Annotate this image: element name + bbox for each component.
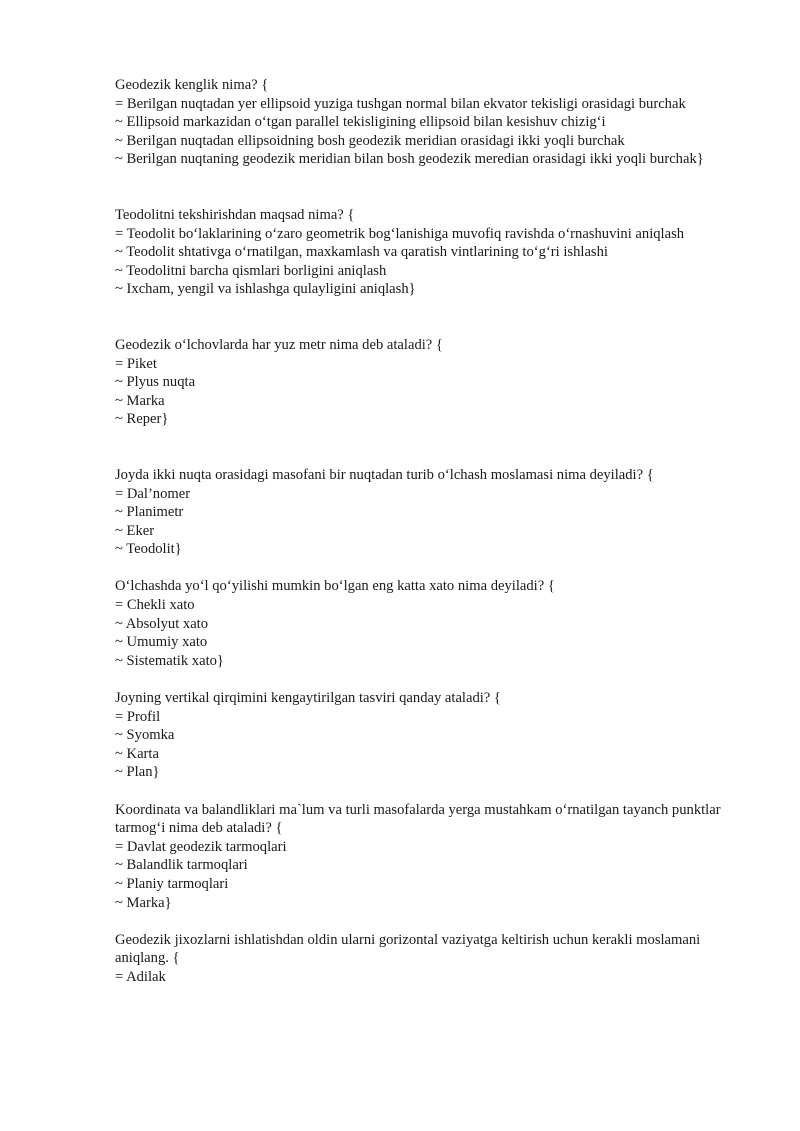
- question-block: [115, 577, 735, 670]
- spacer: [115, 429, 735, 466]
- question-block: [115, 336, 735, 429]
- question-block: [115, 689, 735, 782]
- spacer: [115, 912, 735, 931]
- answer-option: ~ Plyus nuqta: [115, 374, 196, 391]
- answer-option: ~ Karta: [115, 745, 159, 762]
- answer-option: ~ Reper}: [115, 411, 169, 428]
- answer-option: = Teodolit bo‘laklarining o‘zaro geometrik bog‘lanishiga muvofiq ravishda o‘rnashuvini aniqlash: [115, 225, 685, 242]
- answer-option: ~ Planiy tarmoqlari: [115, 875, 229, 892]
- question-prompt: Joyning vertikal qirqimini kengaytirilgan tasviri qanday ataladi? {: [115, 690, 501, 707]
- answer-option: ~ Eker: [115, 522, 155, 539]
- answer-option: = Adilak: [115, 968, 166, 985]
- question-prompt: Teodolitni tekshirishdan maqsad nima? {: [115, 206, 355, 223]
- answer-option: ~ Syomka: [115, 727, 175, 744]
- answer-option: = Piket: [115, 355, 157, 372]
- answer-option: ~ Teodolitni barcha qismlari borligini aniqlash: [115, 262, 387, 279]
- question-block: [115, 466, 735, 559]
- answer-option: ~ Ixcham, yengil va ishlashga qulayligini aniqlash}: [115, 281, 416, 298]
- spacer: [115, 169, 735, 206]
- answer-option: ~ Marka}: [115, 894, 172, 911]
- answer-option: ~ Sistematik xato}: [115, 652, 224, 669]
- answer-option: ~ Marka: [115, 392, 165, 409]
- answer-option: ~ Planimetr: [115, 504, 184, 521]
- answer-option: = Davlat geodezik tarmoqlari: [115, 838, 287, 855]
- answer-option: ~ Umumiy xato: [115, 634, 208, 651]
- answer-option: ~ Berilgan nuqtaning geodezik meridian bilan bosh geodezik meredian orasidagi ikki yoqli burchak}: [115, 151, 704, 168]
- question-block: [115, 801, 735, 913]
- question-prompt: Geodezik o‘lchovlarda har yuz metr nima deb ataladi? {: [115, 336, 443, 353]
- spacer: [115, 782, 735, 801]
- answer-option: ~ Absolyut xato: [115, 615, 209, 632]
- question-prompt: O‘lchashda yo‘l qo‘yilishi mumkin bo‘lgan eng katta xato nima deyiladi? {: [115, 578, 555, 595]
- question-prompt: Joyda ikki nuqta orasidagi masofani bir nuqtadan turib o‘lchash moslamasi nima deyiladi? {: [115, 466, 654, 483]
- answer-option: ~ Berilgan nuqtadan ellipsoidning bosh geodezik meridian orasidagi ikki yoqli burchak: [115, 132, 625, 149]
- answer-option: ~ Balandlik tarmoqlari: [115, 857, 248, 874]
- question-block: [115, 931, 735, 987]
- answer-option: = Berilgan nuqtadan yer ellipsoid yuziga tushgan normal bilan ekvator tekisligi orasidagi burchak: [115, 95, 686, 112]
- question-prompt: Geodezik jixozlarni ishlatishdan oldin ularni gorizontal vaziyatga keltirish uchun kerakli moslamani aniqlang. {: [115, 931, 701, 967]
- document-body: [115, 76, 735, 987]
- answer-option: ~ Teodolit}: [115, 541, 182, 558]
- answer-option: = Profil: [115, 708, 161, 725]
- question-prompt: Geodezik kenglik nima? {: [115, 77, 269, 93]
- question-block: [115, 76, 735, 169]
- question-prompt: Koordinata va balandliklari ma`lum va turli masofalarda yerga mustahkam o‘rnatilgan tayanch punktlar tarmog‘i nima deb ataladi? {: [115, 801, 721, 837]
- question-block: [115, 206, 735, 299]
- answer-option: = Dal’nomer: [115, 485, 191, 502]
- answer-option: = Chekli xato: [115, 597, 195, 614]
- answer-option: ~ Teodolit shtativga o‘rnatilgan, maxkamlash va qaratish vintlarining to‘g‘ri ishlashi: [115, 244, 608, 261]
- spacer: [115, 559, 735, 578]
- answer-option: ~ Plan}: [115, 764, 160, 781]
- spacer: [115, 670, 735, 689]
- spacer: [115, 299, 735, 336]
- answer-option: ~ Ellipsoid markazidan o‘tgan parallel tekisligining ellipsoid bilan kesishuv chizig‘i: [115, 114, 606, 131]
